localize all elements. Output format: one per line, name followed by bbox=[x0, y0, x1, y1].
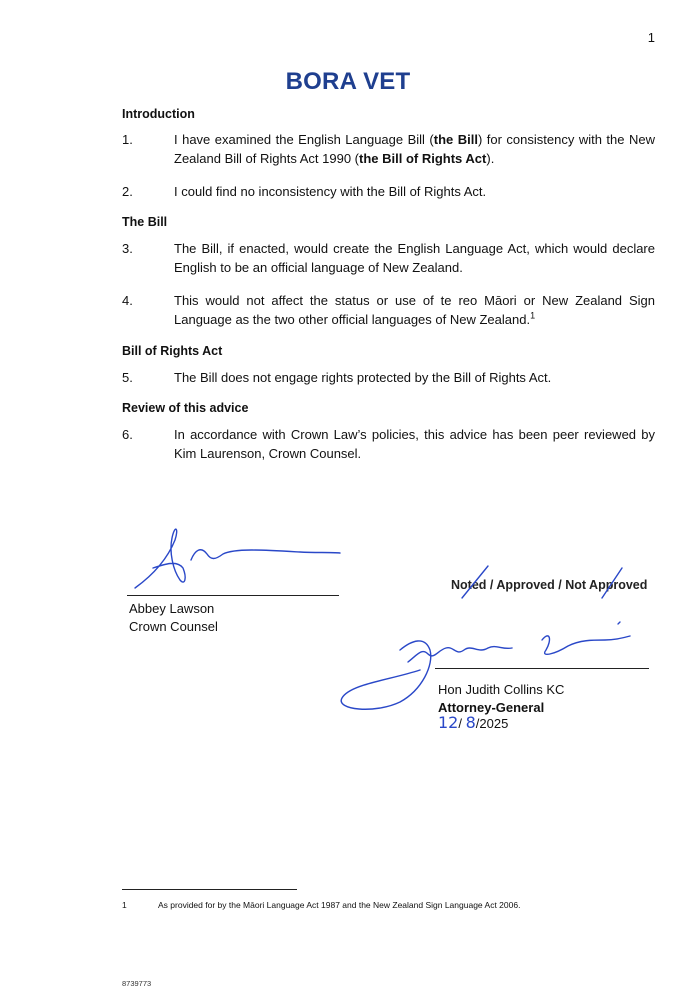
signature-date: 12/ 8/2025 bbox=[438, 713, 509, 732]
status-noted: Noted bbox=[451, 578, 487, 592]
heading-bill-of-rights-act: Bill of Rights Act bbox=[122, 344, 223, 358]
paragraph-text: I have examined the English Language Bill (the Bill) for consistency with the New Zealand Bill of Rights Act 1990 (the Bill of Rights Act). bbox=[174, 132, 655, 166]
signature-line-right bbox=[435, 668, 649, 669]
heading-the-bill: The Bill bbox=[122, 215, 168, 229]
page-title: BORA VET bbox=[285, 68, 411, 95]
heading-introduction: Introduction bbox=[122, 107, 195, 121]
footnote-rule bbox=[122, 889, 297, 890]
approval-status: Noted / Approved / Not Approved bbox=[451, 578, 648, 592]
date-day: 12 bbox=[438, 713, 459, 732]
paragraph-5 bbox=[122, 368, 655, 387]
paragraph-number: 1. bbox=[122, 132, 133, 147]
paragraph-number: 3. bbox=[122, 241, 133, 256]
footnote-text: As provided for by the Māori Language Act 1987 and the New Zealand Sign Language Act 2006. bbox=[158, 900, 521, 910]
status-approved: Approved bbox=[496, 578, 555, 592]
date-month: 8 bbox=[465, 713, 476, 732]
paragraph-number: 5. bbox=[122, 370, 133, 385]
paragraph-2 bbox=[122, 182, 655, 201]
paragraph-number: 2. bbox=[122, 184, 133, 199]
paragraph-4 bbox=[122, 291, 655, 329]
signatory-left-role: Crown Counsel bbox=[129, 619, 218, 634]
status-not-approved: Not Approved bbox=[565, 578, 648, 592]
signatory-right-name: Hon Judith Collins KC bbox=[438, 682, 565, 697]
footnote-number: 1 bbox=[122, 900, 127, 910]
paragraph-number: 6. bbox=[122, 427, 133, 442]
paragraph-text: This would not affect the status or use of te reo Māori or New Zealand Sign Language as the two other official languages of New Zealand.$^1$ bbox=[174, 293, 655, 327]
heading-review: Review of this advice bbox=[122, 401, 249, 415]
paragraph-text: The Bill does not engage rights protected by the Bill of Rights Act. bbox=[174, 370, 552, 385]
paragraph-number: 4. bbox=[122, 293, 133, 308]
footnote bbox=[122, 900, 520, 910]
paragraph-1 bbox=[122, 130, 655, 168]
date-year: /2025 bbox=[475, 716, 509, 731]
paragraph-6 bbox=[122, 425, 655, 463]
paragraph-3 bbox=[122, 239, 655, 277]
signatory-right-role: Attorney-General bbox=[438, 700, 545, 715]
paragraph-text: In accordance with Crown Law’s policies, this advice has been peer reviewed by Kim Laurenson, Crown Counsel. bbox=[174, 427, 655, 461]
page-number: 1 bbox=[647, 30, 655, 45]
signature-abbey-lawson bbox=[125, 520, 345, 595]
paragraph-text: The Bill, if enacted, would create the English Language Act, which would declare English to be an official language of New Zealand. bbox=[174, 241, 655, 275]
strike-marks bbox=[440, 560, 670, 600]
signature-line-left bbox=[127, 595, 339, 596]
paragraph-text: I could find no inconsistency with the Bill of Rights Act. bbox=[174, 184, 487, 199]
document-id: 8739773 bbox=[122, 979, 152, 988]
signatory-left-name: Abbey Lawson bbox=[129, 601, 215, 616]
footnote-reference: 1 bbox=[530, 310, 536, 321]
